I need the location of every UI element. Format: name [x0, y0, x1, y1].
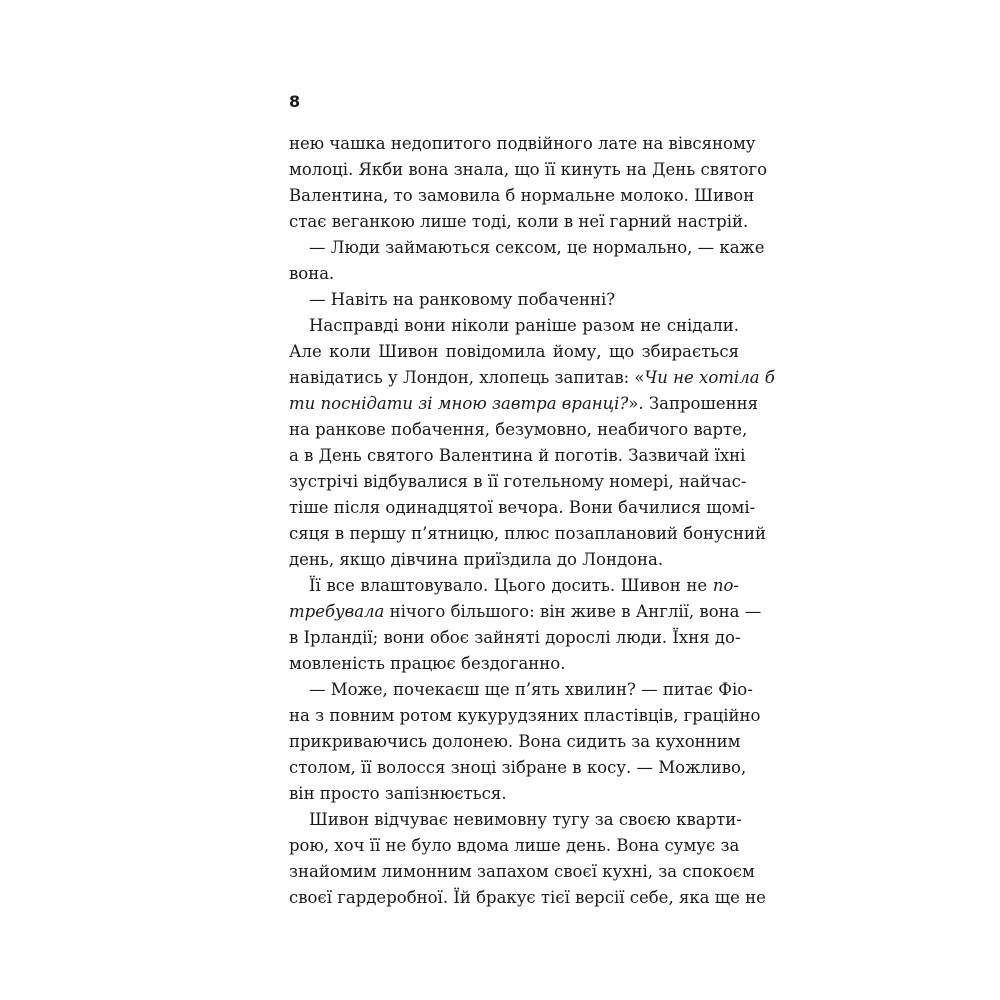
text-line: день, якщо дівчина приїздила до Лондона. [289, 550, 664, 569]
text-line: — Навіть на ранковому побаченні? [309, 290, 616, 309]
page-number: 8 [289, 92, 301, 111]
text-line: на ранкове побачення, безумовно, неабичого варте, [289, 420, 748, 439]
text-line: на з повним ротом кукурудзяних пластівців, граційно [289, 706, 761, 725]
text-line: рою, хоч її не було вдома лише день. Вона сумує за [289, 836, 740, 855]
text-line: Валентина, то замовила б нормальне молоко. Шивон [289, 186, 755, 205]
text-line: він просто запізнюється. [289, 784, 507, 803]
text-line: — Може, почекаєш ще п’ять хвилин? — питає Фіо- [309, 680, 753, 699]
text-line: знайомим лимонним запахом своєї кухні, за спокоєм [289, 862, 755, 881]
text-line: столом, її волосся зноці зібране в косу. — Можливо, [289, 758, 747, 777]
text-line: ти поснідати зі мною завтра вранці?». Запрошення [289, 394, 759, 413]
text-line: — Люди займаються сексом, це нормально, — каже [309, 238, 765, 257]
text-line: мовленість працює бездоганно. [289, 654, 566, 673]
text-line: в Ірландії; вони обоє зайняті дорослі люди. Їхня до- [289, 628, 741, 647]
text-line: зустрічі відбувалися в її готельному номері, найчас- [289, 472, 747, 491]
text-line: прикриваючись долонею. Вона сидить за кухонним [289, 732, 741, 751]
text-line: молоці. Якби вона знала, що її кинуть на День святого [289, 160, 768, 179]
text-line: а в День святого Валентина й поготів. Зазвичай їхні [289, 446, 746, 465]
text-line: Але коли Шивон повідомила йому, що збирається [289, 342, 739, 361]
text-line: Її все влаштовувало. Цього досить. Шивон не по- [309, 576, 739, 595]
text-line: требувала нічого більшого: він живе в Англії, вона — [289, 602, 762, 621]
text-line: вона. [289, 264, 335, 283]
text-line: тіше після одинадцятої вечора. Вони бачилися щомі- [289, 498, 756, 517]
text-line: Шивон відчуває невимовну тугу за своєю кварти- [309, 810, 742, 829]
text-line: своєї гардеробної. Їй бракує тієї версії себе, яка ще не [289, 888, 766, 907]
text-line: стає веганкою лише тоді, коли в неї гарний настрій. [289, 212, 749, 231]
text-line: сяця в першу п’ятницю, плюс позаплановий бонусний [289, 524, 766, 543]
text-line: навідатись у Лондон, хлопець запитав: «Чи не хотіла б [289, 368, 775, 387]
text-line: Насправді вони ніколи раніше разом не снідали. [309, 316, 739, 335]
text-line: нею чашка недопитого подвійного лате на вівсяному [289, 134, 756, 153]
